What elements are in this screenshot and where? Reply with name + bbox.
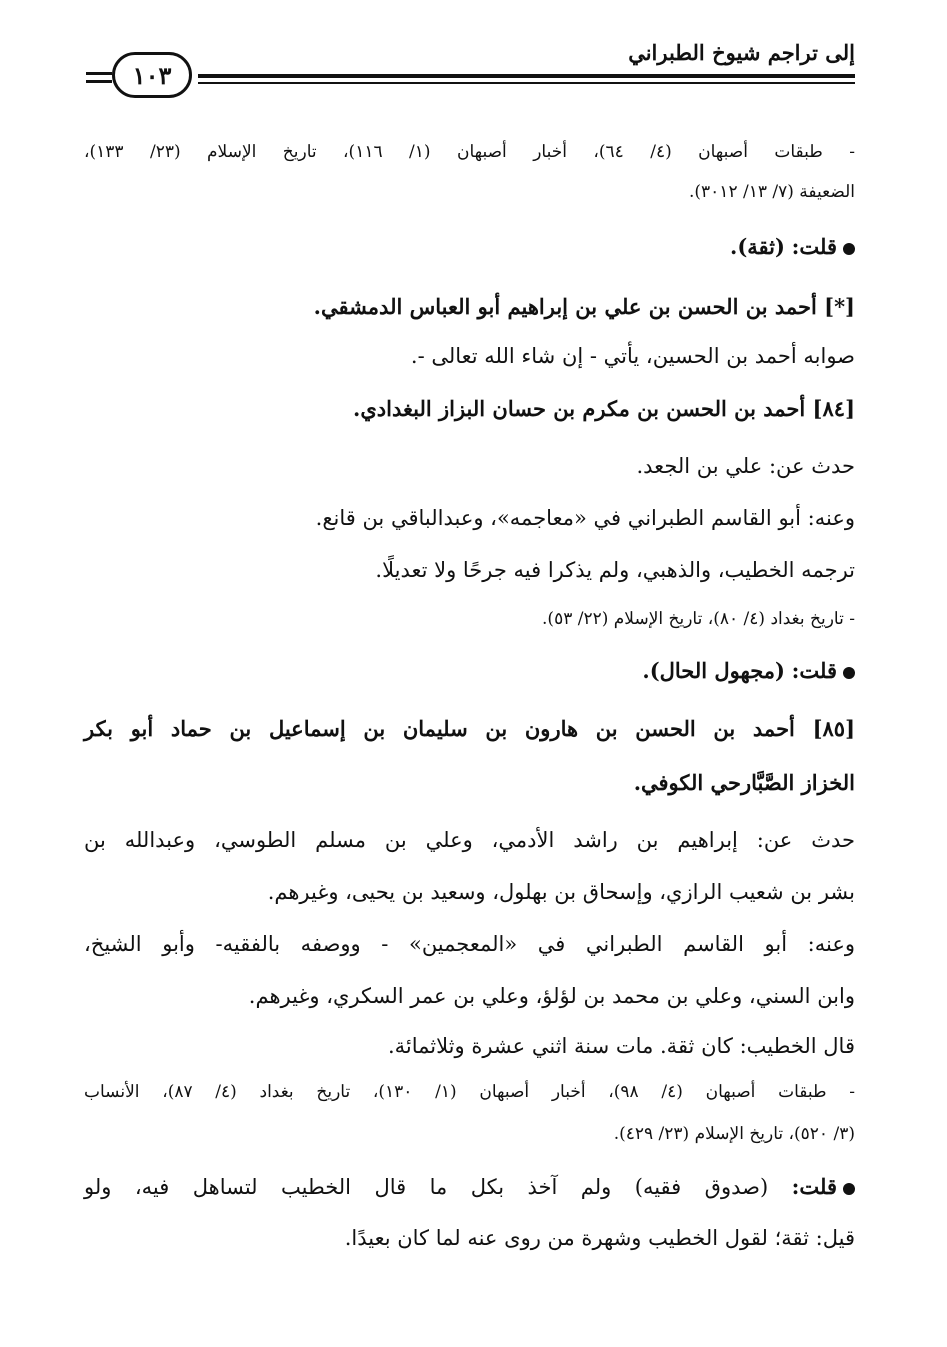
entry-title-cont: الخزاز الصَّبَّارحي الكوفي. (633, 770, 855, 795)
qult-text: (صدوق فقيه) ولم آخذ بكل ما قال الخطيب لتساهل فيه، ولو (84, 1175, 769, 1199)
bullet-icon (843, 243, 855, 255)
header-rule-thin (198, 82, 855, 84)
entry-title: [٨٤] أحمد بن الحسن بن مكرم بن حسان البزاز البغدادي. (353, 396, 855, 421)
entry-khatib: قال الخطيب: كان ثقة. مات سنة اثني عشرة وثلاثمائة. (387, 1034, 855, 1058)
qult-label: قلت: (791, 1174, 837, 1199)
entry-haddath-cont: بشر بن شعيب الرازي، وإسحاق بن بهلول، وسعيد بن يحيى، وغيرهم. (267, 880, 855, 904)
entry-haddath: حدث عن: علي بن الجعد. (636, 454, 855, 478)
qult-value: (ثقة). (730, 234, 785, 259)
entry-title: [٨٥] أحمد بن الحسن بن هارون بن سليمان بن إسماعيل بن حماد أبو بكر (84, 716, 855, 741)
qult-statement (84, 1176, 855, 1197)
page-number-badge: ١٠٣ (112, 52, 192, 98)
entry-wanhu: وعنه: أبو القاسم الطبراني في «معاجمه»، وعبدالباقي بن قانع. (315, 506, 855, 530)
footnote-line: - طبقات أصبهان (٤/ ٩٨)، أخبار أصبهان (١/ ١٣٠)، تاريخ بغداد (٤/ ٨٧)، الأنساب (84, 1082, 855, 1102)
header-dash-bottom (86, 80, 112, 83)
qult-label: قلت: (791, 658, 837, 683)
qult-text-cont: قيل: ثقة؛ لقول الخطيب وشهرة من روى عنه لما كان بعيدًا. (344, 1226, 855, 1250)
qult-value: (مجهول الحال). (642, 658, 785, 683)
entry-title: [*] أحمد بن الحسن بن علي بن إبراهيم أبو العباس الدمشقي. (313, 294, 855, 319)
entry-wanhu-cont: وابن السني، وعلي بن محمد بن لؤلؤ، وعلي بن عمر السكري، وغيرهم. (248, 984, 855, 1008)
bullet-icon (843, 667, 855, 679)
footnote-line: (٣/ ٥٢٠)، تاريخ الإسلام (٢٣/ ٤٢٩). (613, 1124, 855, 1144)
qult-statement (642, 660, 855, 681)
footnote-line: الضعيفة (٧/ ١٣/ ٣٠١٢). (689, 182, 855, 202)
entry-haddath: حدث عن: إبراهيم بن راشد الأدمي، وعلي بن مسلم الطوسي، وعبدالله بن (84, 828, 855, 852)
header-rule-thick (198, 74, 855, 78)
qult-label: قلت: (791, 234, 837, 259)
running-header-title: إلى تراجم شيوخ الطبراني (628, 40, 855, 65)
footnote-line: - تاريخ بغداد (٤/ ٨٠)، تاريخ الإسلام (٢٢/ ٥٣). (542, 609, 855, 629)
qult-statement (730, 236, 855, 257)
header-dash-top (86, 72, 112, 75)
entry-note: صوابه أحمد بن الحسين، يأتي - إن شاء الله تعالى -. (410, 344, 855, 368)
entry-tarjama: ترجمه الخطيب، والذهبي، ولم يذكرا فيه جرحًا ولا تعديلًا. (375, 558, 855, 582)
bullet-icon (843, 1183, 855, 1195)
entry-wanhu: وعنه: أبو القاسم الطبراني في «المعجمين» - ووصفه بالفقيه- وأبو الشيخ، (84, 932, 855, 956)
footnote-line: - طبقات أصبهان (٤/ ٦٤)، أخبار أصبهان (١/ ١١٦)، تاريخ الإسلام (٢٣/ ١٣٣)، (84, 142, 855, 162)
